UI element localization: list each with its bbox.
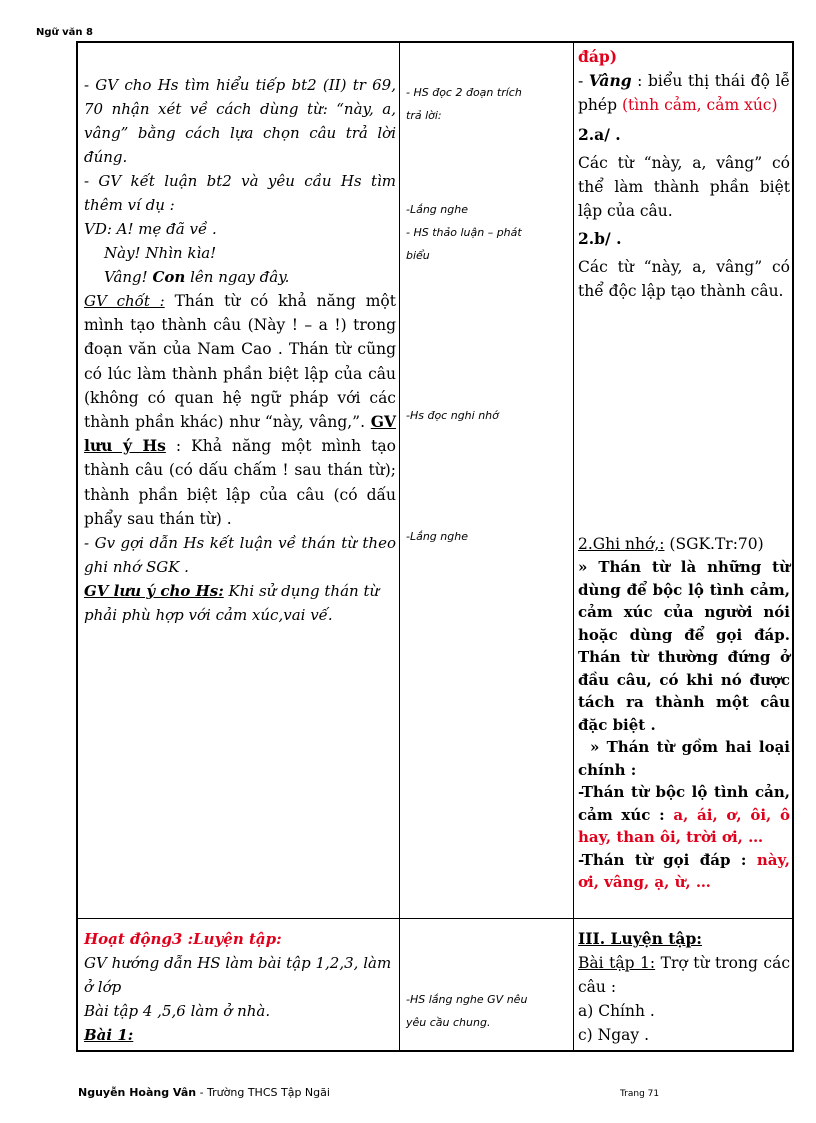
example-line: Này! Nhìn kìa! [104,244,217,262]
note-paragraph: GV lưu ý cho Hs: Khi sử dụng thán từ phải phù hợp với cảm xúc,vai vế. [84,582,380,625]
teacher-activity-cell [84,73,396,627]
student-activity-line: -HS lắng nghe GV nêu [406,993,528,1006]
practice-content-cell [578,927,790,1047]
interjection-type: -Thán từ gọi đáp : này, ơi, vâng, ạ, ừ, … [578,850,790,891]
column-divider [573,43,574,1050]
student-activity-line: trả lời: [406,109,442,122]
exercise-label: Bài 1: [84,1026,134,1044]
instruction-paragraph: - GV cho Hs tìm hiểu tiếp bt2 (II) tr 69, 70 nhận xét về cách dùng từ: “này, a, vâng” bằng cách lựa chọn câu trả lời đúng. [84,76,396,166]
answer-text: Các từ “này, a, vâng” có thể làm thành phần biệt lập của câu. [578,154,790,220]
bullet-icon: » [590,738,607,756]
student-activity-cell [406,198,571,267]
lesson-table [76,41,794,1052]
content-line: đáp) [578,47,618,66]
summary-cell [578,532,790,894]
student-activity-line: -Hs đọc nghi nhớ [406,409,499,422]
instruction-paragraph: - GV kết luận bt2 và yêu cầu Hs tìm thêm ví dụ : [84,172,396,214]
practice-student-cell [406,988,571,1034]
content-cell [578,45,790,303]
student-activity-line: - HS thảo luận – phát [406,226,522,239]
student-activity-cell [406,404,571,427]
conclusion-paragraph: GV chốt : Thán từ có khả năng một mình tạo thành câu (Này ! – a !) trong đoạn văn của Nam Cao . Thán từ cũng có lúc làm thành phần biệt lập của câu (không có quan hệ ngữ pháp với các thành phần khác) như “này, vâng,”. GV lưu ý Hs : Khả năng một mình tạo thành câu (có dấu chấm ! sau thán từ); thành phần biệt lập của câu (có dấu phẩy sau thán từ) . [84,292,396,528]
bullet-icon: » [578,558,599,576]
footer-author: Nguyễn Hoàng Vân - Trường THCS Tập Ngãi [78,1086,330,1099]
row-divider [78,918,792,919]
column-divider [399,43,400,1050]
ghi-nho-bullet: » Thán từ gồm hai loại chính : [578,738,790,779]
vang-explanation: - Vâng : biểu thị thái độ lễ phép (tình cảm, cảm xúc) [578,71,790,114]
page-header-subject: Ngữ văn 8 [36,27,93,38]
instruction-paragraph: Bài tập 4 ,5,6 làm ở nhà. [84,1002,271,1020]
section-title: Hoạt động3 :Luyện tập: [84,930,282,948]
student-activity-line: -Lắng nghe [406,530,468,543]
question-label: 2.a/ . [578,125,621,144]
footer-page-number: Trang 71 [620,1089,660,1099]
luu-y-label: GV lưu ý Hs [84,412,396,456]
exercise-line: Bài tập 1: Trợ từ trong các câu : [578,954,790,996]
luu-y-label: GV lưu ý cho Hs: [84,582,224,601]
interjection-type: -Thán từ bộc lộ tình cản, cảm xúc : a, ái, ơ, ôi, ô hay, than ôi, trời ơi, … [578,783,790,846]
instruction-paragraph: - Gv gợi dẫn Hs kết luận về thán từ theo ghi nhớ SGK . [84,534,396,577]
student-activity-line: yêu cầu chung. [406,1016,491,1029]
student-activity-line: biểu [406,249,430,262]
section-title: III. Luyện tập: [578,929,703,948]
ghi-nho-bullet: » Thán từ là những từ dùng để bộc lộ tình cảm, cảm xúc của người nói hoặc dùng để gọi đáp. Thán từ thường đứng ở đầu câu, có khi nó được tách ra thành một câu đặc biệt . [578,558,790,734]
student-activity-cell [406,81,571,127]
student-activity-line: -Lắng nghe [406,203,468,216]
ghi-nho-heading: 2.Ghi nhớ,: (SGK.Tr:70) [578,535,764,553]
answer-text: Các từ “này, a, vâng” có thể độc lập tạo thành câu. [578,258,790,300]
chot-label: GV chốt : [84,292,165,310]
student-activity-cell [406,525,571,548]
instruction-paragraph: GV hướng dẫn HS làm bài tập 1,2,3, làm ở lớp [84,954,392,996]
practice-teacher-cell [84,927,396,1047]
student-activity-line: - HS đọc 2 đoạn trích [406,86,522,99]
answer-text: a) Chính . [578,1002,655,1020]
answer-text: c) Ngay . [578,1026,649,1044]
example-line: Vâng! Con lên ngay đây. [104,268,290,286]
question-label: 2.b/ . [578,229,622,248]
example-line: VD: A! mẹ đã về . [84,220,217,238]
